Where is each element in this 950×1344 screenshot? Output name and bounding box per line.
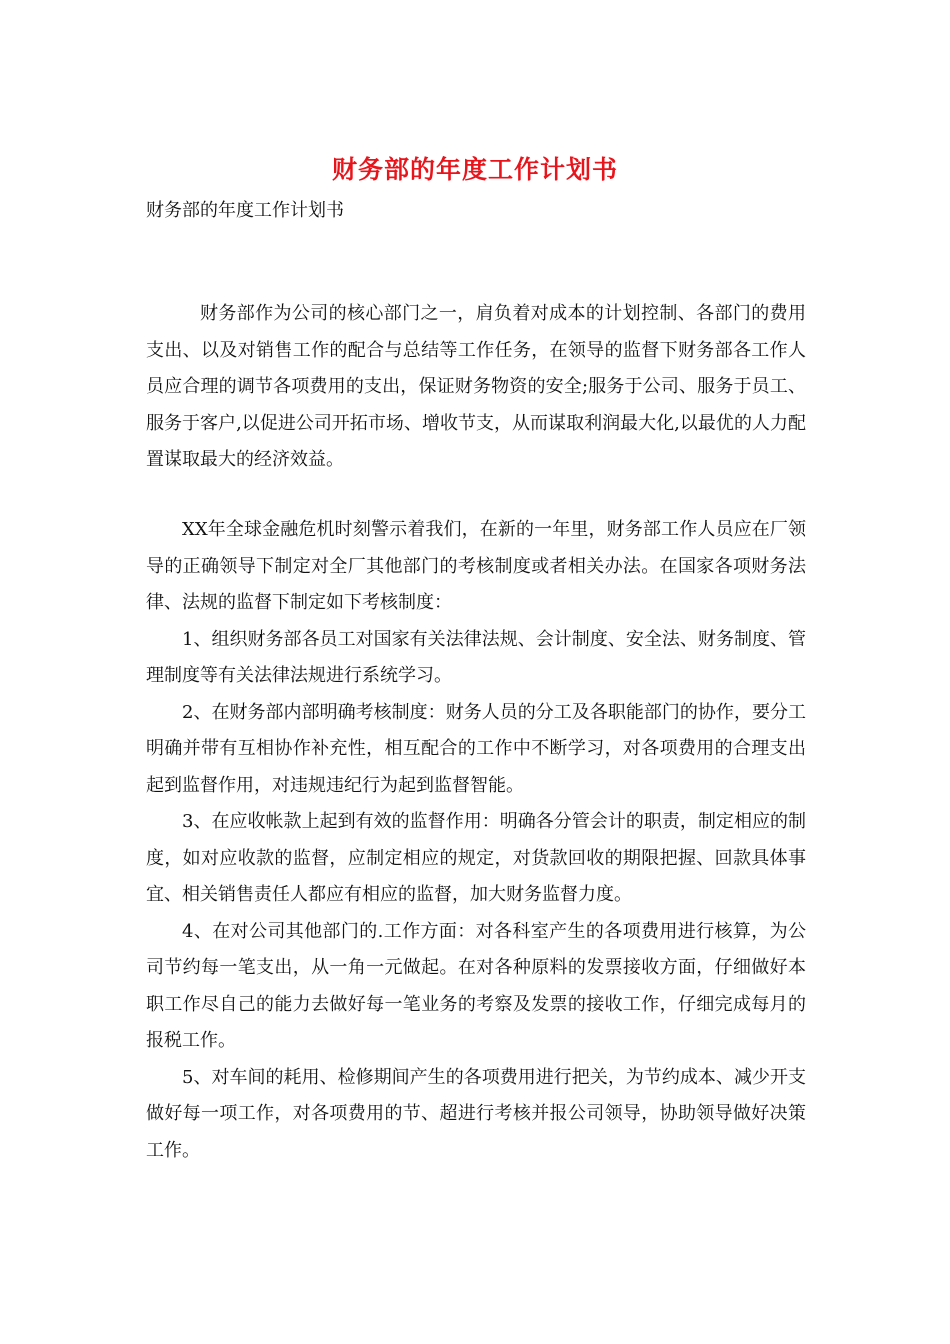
list-item: 3、在应收帐款上起到有效的监督作用：明确各分管会计的职责，制定相应的制度，如对应收款的监督，应制定相应的规定，对货款回收的期限把握、回款具体事宜、相关销售责任人都应有相应的监督，加大财务监督力度。 <box>146 811 806 905</box>
document-subtitle: 财务部的年度工作计划书 <box>146 200 344 221</box>
list-item: 4、在对公司其他部门的.工作方面：对各科室产生的各项费用进行核算，为公司节约每一笔支出，从一角一元做起。在对各种原料的发票接收方面，仔细做好本职工作尽自己的能力去做好每一笔业务的考察及发票的接收工作，仔细完成每月的报税工作。 <box>146 920 806 1051</box>
intro-section <box>146 296 806 479</box>
document-title: 财务部的年度工作计划书 <box>331 155 618 184</box>
plan-section <box>146 512 806 1169</box>
paragraph-context: XX年全球金融危机时刻警示着我们，在新的一年里，财务部工作人员应在厂领导的正确领导下制定对全厂其他部门的考核制度或者相关办法。在国家各项财务法律、法规的监督下制定如下考核制度： <box>146 519 806 613</box>
paragraph-intro: 财务部作为公司的核心部门之一，肩负着对成本的计划控制、各部门的费用支出、以及对销售工作的配合与总结等工作任务，在领导的监督下财务部各工作人员应合理的调节各项费用的支出，保证财务物资的安全;服务于公司、服务于员工、服务于客户,以促进公司开拓市场、增收节支，从而谋取利润最大化,以最优的人力配置谋取最大的经济效益。 <box>146 303 806 470</box>
list-item: 1、组织财务部各员工对国家有关法律法规、会计制度、安全法、财务制度、管理制度等有关法律法规进行系统学习。 <box>146 628 806 686</box>
list-item: 2、在财务部内部明确考核制度：财务人员的分工及各职能部门的协作，要分工明确并带有互相协作补充性，相互配合的工作中不断学习，对各项费用的合理支出起到监督作用，对违规违纪行为起到监督智能。 <box>146 701 806 796</box>
list-item: 5、对车间的耗用、检修期间产生的各项费用进行把关，为节约成本、减少开支做好每一项工作，对各项费用的节、超进行考核并报公司领导，协助领导做好决策工作。 <box>146 1066 806 1161</box>
